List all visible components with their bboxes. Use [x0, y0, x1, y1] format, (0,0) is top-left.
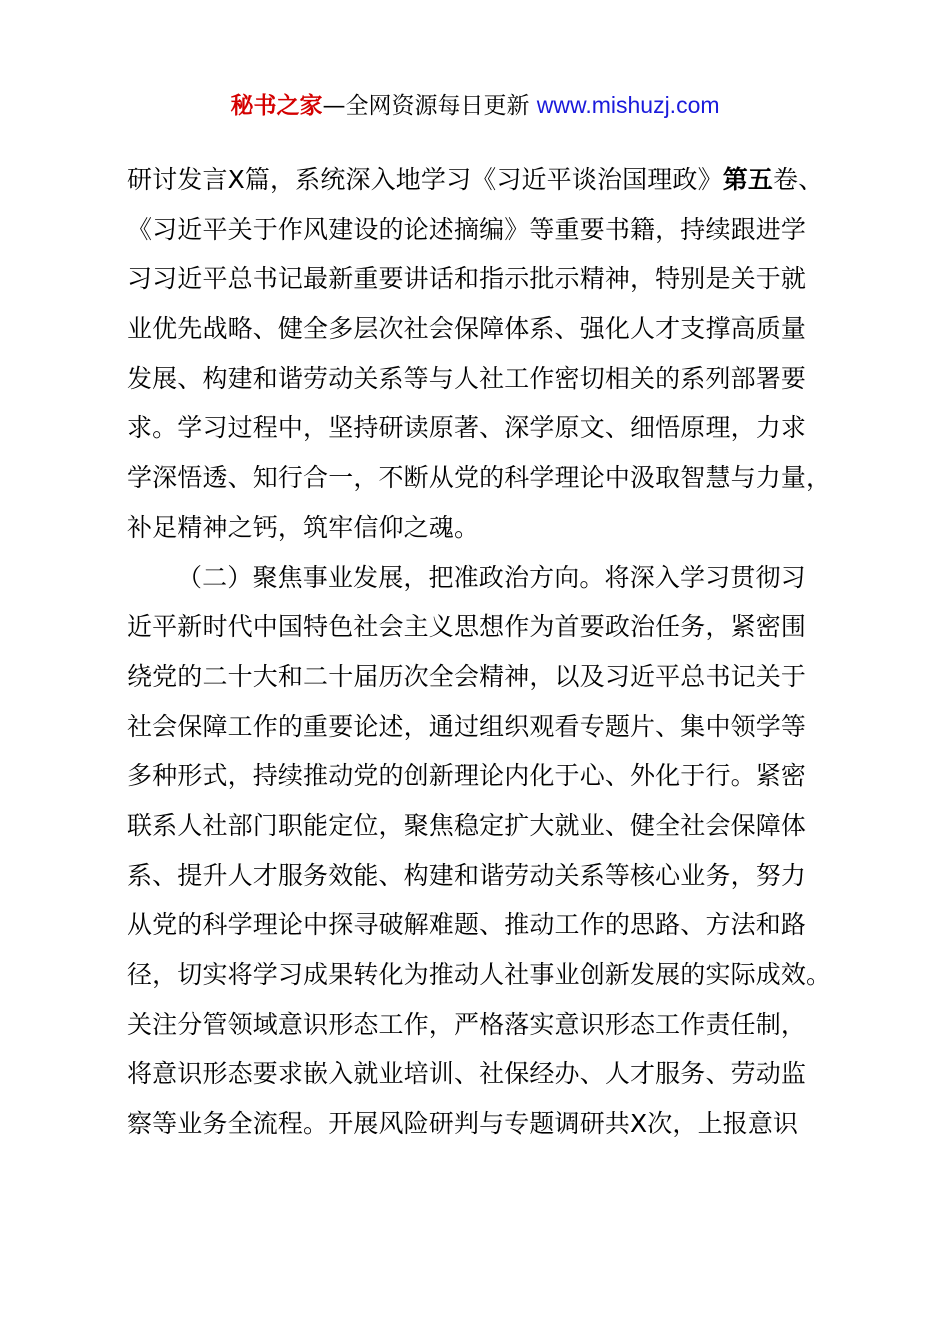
text-line: 业优先战略、健全多层次社会保障体系、强化人才支撑高质量 [127, 314, 807, 344]
header-slogan: —全网资源每日更新 [322, 93, 530, 119]
text-line: 径，切实将学习成果转化为推动人社事业创新发展的实际成效。 [127, 960, 832, 989]
text-line: 将意识形态要求嵌入就业培训、社保经办、人才服务、劳动监 [127, 1059, 807, 1089]
text-line: 《习近平关于作风建设的论述摘编》等重要书籍，持续跟进学 [127, 214, 807, 244]
text-line: 关注分管领域意识形态工作，严格落实意识形态工作责任制， [127, 1009, 807, 1039]
text-line: 补足精神之钙，筑牢信仰之魂。 [127, 512, 480, 542]
text-line: 绕党的二十大和二十届历次全会精神，以及习近平总书记关于 [127, 661, 807, 691]
text-segment: 卷、 [773, 165, 824, 194]
paragraph-start-line: （二）聚焦事业发展，把准政治方向。将深入学习贯彻习 [177, 562, 806, 592]
text-segment: 研讨发言X篇，系统深入地学习《习近平谈治国理政》 [127, 165, 723, 194]
bold-text-segment: 第五 [722, 165, 774, 194]
text-line: 系、提升人才服务效能、构建和谐劳动关系等核心业务，努力 [127, 860, 807, 890]
document-body [127, 155, 837, 1149]
text-line: 察等业务全流程。开展风险研判与专题调研共X次，上报意识 [127, 1109, 799, 1139]
text-line: 从党的科学理论中探寻破解难题、推动工作的思路、方法和路 [127, 910, 807, 940]
text-line: 发展、构建和谐劳动关系等与人社工作密切相关的系列部署要 [127, 363, 807, 393]
text-line: 社会保障工作的重要论述，通过组织观看专题片、集中领学等 [127, 711, 807, 741]
text-line: 学深悟透、知行合一，不断从党的科学理论中汲取智慧与力量， [127, 463, 832, 493]
brand-name: 秘书之家 [230, 93, 323, 119]
text-line [127, 155, 837, 205]
text-line: 多种形式，持续推动党的创新理论内化于心、外化于行。紧密 [127, 761, 807, 791]
site-url-link[interactable]: www.mishuzj.com [536, 92, 720, 118]
text-line: 近平新时代中国特色社会主义思想作为首要政治任务，紧密围 [127, 612, 807, 642]
site-header [0, 88, 950, 123]
text-line: 联系人社部门职能定位，聚焦稳定扩大就业、健全社会保障体 [127, 810, 807, 840]
text-line: 习习近平总书记最新重要讲话和指示批示精神，特别是关于就 [127, 264, 807, 294]
text-line: 求。学习过程中，坚持研读原著、深学原文、细悟原理，力求 [127, 413, 807, 443]
